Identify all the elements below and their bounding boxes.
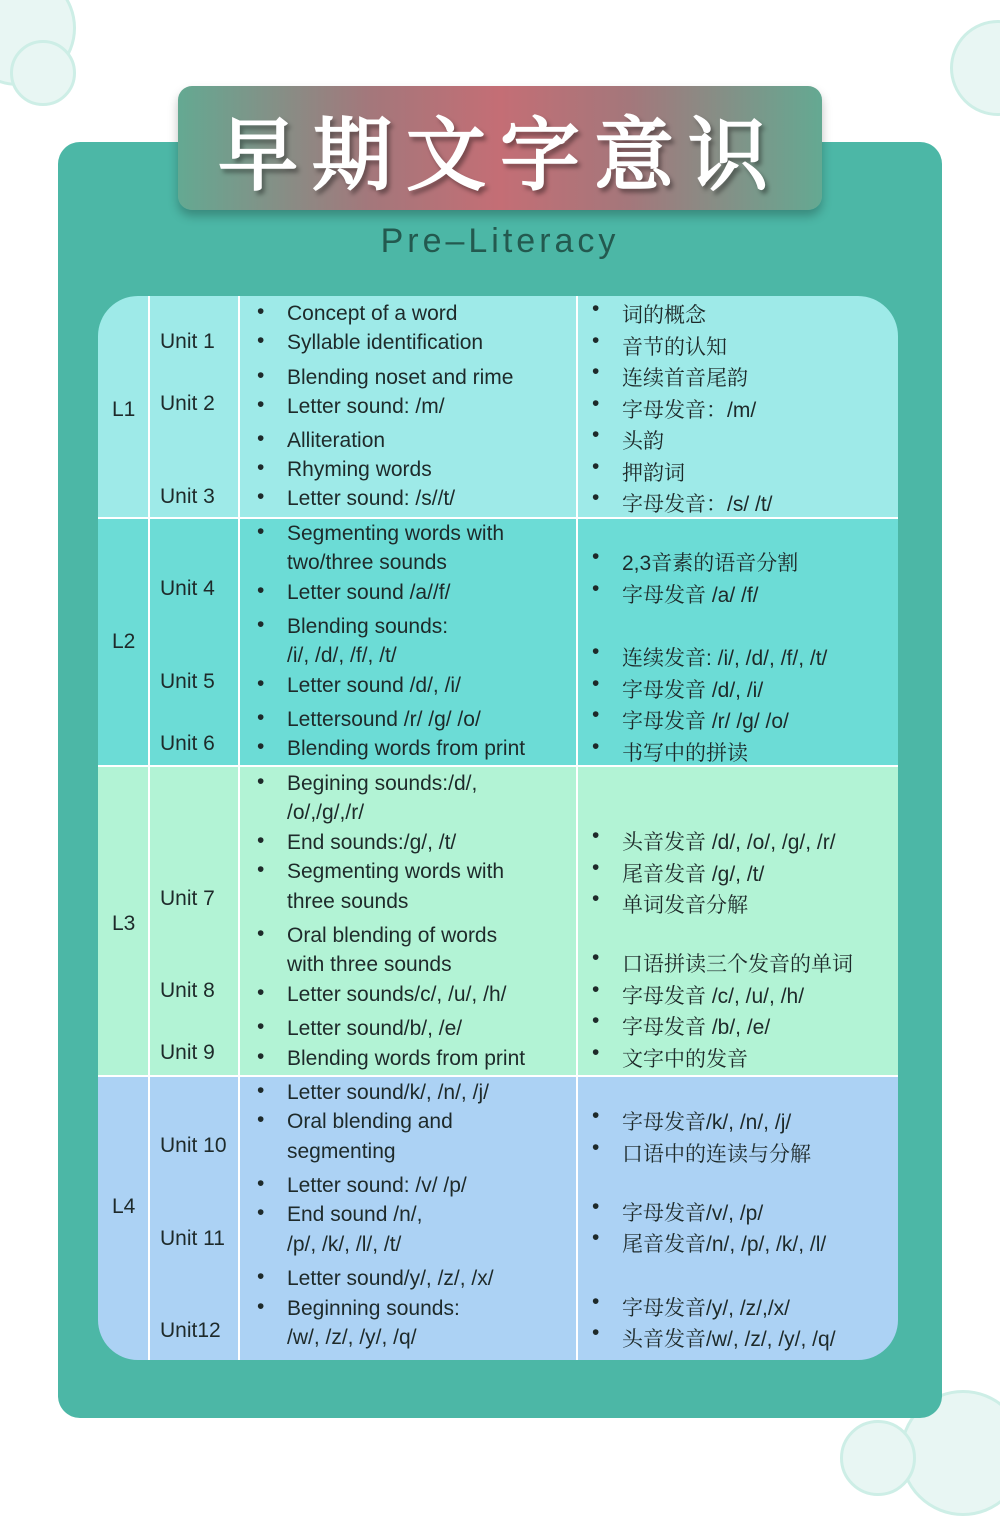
skill-item-en: • Blending words from print xyxy=(257,1045,526,1070)
skill-item-en: • Letter sound/b/, /e/ xyxy=(257,1015,463,1040)
skill-item-cn: • 连续发音: /i/, /d/, /f/, /t/ xyxy=(592,640,828,670)
skill-item-en: • Letter sound: /v/ /p/ xyxy=(257,1172,467,1197)
skill-item-cn: • 字母发音：/s/ /t/ xyxy=(592,486,773,516)
skill-item-cn: • 词的概念 xyxy=(592,297,706,327)
skill-item-en: • Beginning sounds: xyxy=(257,1295,460,1320)
column-divider xyxy=(238,296,240,1360)
skill-item-en: • Concept of a word xyxy=(257,300,458,325)
skill-item-en: • Lettersound /r/ /g/ /o/ xyxy=(257,706,481,731)
skill-item-cn: • 口语拼读三个发音的单词 xyxy=(592,946,853,976)
skill-item-en: /p/, /k/, /l/, /t/ xyxy=(287,1233,402,1256)
skill-item-en: • Letter sound/k/, /n/, /j/ xyxy=(257,1079,489,1104)
skill-item-en: • Letter sound: /s//t/ xyxy=(257,485,456,510)
skill-item-en: • Letter sound /a//f/ xyxy=(257,579,451,604)
skill-item-en: • Letter sound /d/, /i/ xyxy=(257,672,461,697)
skill-item-en: /o/,/g/,/r/ xyxy=(287,801,365,824)
skill-item-cn: • 尾音发音 /g/, /t/ xyxy=(592,856,765,886)
column-divider xyxy=(148,296,150,1360)
skill-item-en: three sounds xyxy=(287,890,409,913)
skill-item-en: • Segmenting words with xyxy=(257,520,505,545)
row-divider xyxy=(98,517,898,519)
level-label: L1 xyxy=(112,398,136,421)
unit-label: Unit 7 xyxy=(160,887,215,910)
row-divider xyxy=(98,765,898,767)
skill-item-en: /i/, /d/, /f/, /t/ xyxy=(287,644,397,667)
skill-item-cn: • 音节的认知 xyxy=(592,329,727,359)
unit-label: Unit 1 xyxy=(160,330,215,353)
row-divider xyxy=(98,1075,898,1077)
skill-item-en: • Begining sounds:/d/, xyxy=(257,770,478,795)
skill-item-en: • Letter sounds/c/, /u/, /h/ xyxy=(257,981,507,1006)
column-divider xyxy=(576,296,578,1360)
skill-item-en: • Segmenting words with xyxy=(257,858,505,883)
skill-item-cn: • 单词发音分解 xyxy=(592,887,748,917)
skill-item-en: • Oral blending of words xyxy=(257,922,498,947)
skill-item-en: • Blending sounds: xyxy=(257,613,449,638)
skill-item-cn: • 头韵 xyxy=(592,423,664,453)
skill-item-cn: • 头音发音/w/, /z/, /y/, /q/ xyxy=(592,1321,836,1351)
skill-item-cn: • 字母发音 /b/, /e/ xyxy=(592,1009,771,1039)
skill-item-cn: • 字母发音/y/, /z/,/x/ xyxy=(592,1290,791,1320)
skill-item-cn: • 字母发音 /r/ /g/ /o/ xyxy=(592,703,789,733)
skill-item-en: • Alliteration xyxy=(257,427,386,452)
cloud-decoration-top-left-small xyxy=(10,40,76,106)
skill-item-en: • End sounds:/g/, /t/ xyxy=(257,829,457,854)
skill-item-en: • Rhyming words xyxy=(257,456,432,481)
unit-label: Unit 9 xyxy=(160,1041,215,1064)
level-label: L4 xyxy=(112,1195,136,1218)
unit-label: Unit 3 xyxy=(160,485,215,508)
skill-item-en: /w/, /z/, /y/, /q/ xyxy=(287,1326,417,1349)
skill-item-cn: • 连续首音尾韵 xyxy=(592,360,748,390)
skill-item-cn: • 尾音发音/n/, /p/, /k/, /l/ xyxy=(592,1226,827,1256)
skill-item-cn: • 2,3音素的语音分割 xyxy=(592,545,799,575)
skill-item-en: • Blending words from print xyxy=(257,735,526,760)
skill-item-cn: • 字母发音 /d/, /i/ xyxy=(592,672,764,702)
skill-item-cn: • 字母发音 /c/, /u/, /h/ xyxy=(592,978,805,1008)
unit-label: Unit 4 xyxy=(160,577,215,600)
skill-item-en: with three sounds xyxy=(287,953,452,976)
skill-item-en: • End sound /n/, xyxy=(257,1201,423,1226)
skill-item-cn: • 字母发音/k/, /n/, /j/ xyxy=(592,1104,792,1134)
unit-label: Unit 2 xyxy=(160,392,215,415)
skill-item-cn: • 押韵词 xyxy=(592,455,685,485)
skill-item-cn: • 字母发音 /a/ /f/ xyxy=(592,577,759,607)
skill-item-cn: • 口语中的连读与分解 xyxy=(592,1136,811,1166)
unit-label: Unit 6 xyxy=(160,732,215,755)
skill-item-cn: • 字母发音/v/, /p/ xyxy=(592,1195,764,1225)
page-title: 早期文字意识 xyxy=(218,108,782,202)
skill-item-en: two/three sounds xyxy=(287,551,447,574)
level-band-l3 xyxy=(98,766,898,1076)
unit-label: Unit 10 xyxy=(160,1134,227,1157)
curriculum-table xyxy=(98,296,898,1360)
skill-item-cn: • 头音发音 /d/, /o/, /g/, /r/ xyxy=(592,824,836,854)
skill-item-en: • Letter sound/y/, /z/, /x/ xyxy=(257,1265,494,1290)
unit-label: Unit 8 xyxy=(160,979,215,1002)
unit-label: Unit12 xyxy=(160,1319,221,1342)
level-band-l1 xyxy=(98,296,898,518)
page-subtitle: Pre–Literacy xyxy=(380,222,620,260)
unit-label: Unit 11 xyxy=(160,1227,225,1250)
cloud-decoration-bottom-left xyxy=(840,1420,916,1496)
skill-item-en: • Blending noset and rime xyxy=(257,364,514,389)
skill-item-cn: • 字母发音：/m/ xyxy=(592,392,757,422)
unit-label: Unit 5 xyxy=(160,670,215,693)
cloud-decoration-top-right xyxy=(950,20,1000,116)
level-label: L2 xyxy=(112,630,136,653)
level-label: L3 xyxy=(112,912,136,935)
skill-item-en: segmenting xyxy=(287,1140,396,1163)
skill-item-en: • Oral blending and xyxy=(257,1108,453,1133)
skill-item-en: • Letter sound: /m/ xyxy=(257,393,445,418)
skill-item-en: • Syllable identification xyxy=(257,329,484,354)
title-banner xyxy=(178,86,822,210)
skill-item-cn: • 书写中的拼读 xyxy=(592,735,748,765)
skill-item-cn: • 文字中的发音 xyxy=(592,1041,748,1071)
